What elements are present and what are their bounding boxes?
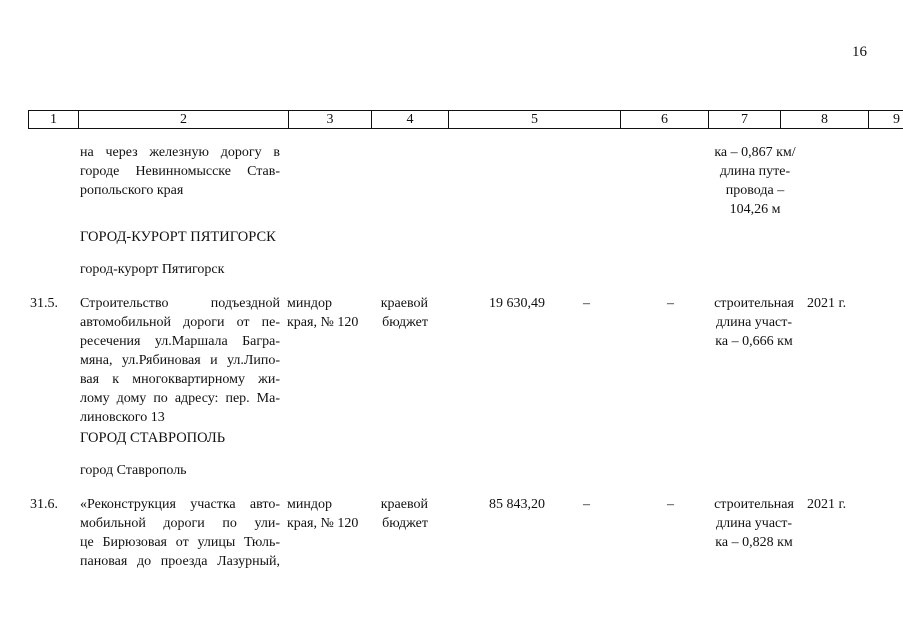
col-header-7: 7	[709, 111, 781, 129]
row-customer-31-6: миндор края, № 120	[287, 497, 359, 531]
continued-length: ка – 0,867 км/ длина путе- провода – 104,26 м	[714, 145, 796, 217]
col-header-2: 2	[79, 111, 289, 129]
row-length-31-5: строительная длина участ- ка – 0,666 км	[714, 296, 794, 349]
row-description-31-6: «Реконструкция участка авто- мобильной дороги по ули- це Бирюзовая от улицы Тюль- пановая до проезда Лазурный,	[80, 497, 280, 569]
col-header-4: 4	[372, 111, 449, 129]
page-number: 16	[852, 44, 867, 60]
col-header-9: 9	[869, 111, 903, 129]
col-header-1: 1	[29, 111, 79, 129]
row-year-31-6: 2021 г.	[807, 497, 847, 512]
section-heading-stavropol: ГОРОД СТАВРОПОЛЬ	[80, 430, 226, 446]
section-sub-pyatigorsk: город-курорт Пятигорск	[80, 262, 225, 277]
row-number-31-5: 31.5.	[30, 296, 58, 311]
row-year-31-5: 2021 г.	[807, 296, 847, 311]
col-header-8: 8	[781, 111, 869, 129]
row-col6-31-5: –	[583, 296, 590, 311]
continued-description: на через железную дорогу в городе Невинномысске Став- ропольского края	[80, 145, 280, 198]
section-heading-pyatigorsk: ГОРОД-КУРОРТ ПЯТИГОРСК	[80, 229, 276, 245]
col-header-6: 6	[621, 111, 709, 129]
row-source-31-5: краевой бюджет	[380, 296, 428, 330]
row-amount-31-5: 19 630,49	[489, 296, 545, 311]
row-customer-31-5: миндор края, № 120	[287, 296, 359, 330]
row-source-31-6: краевой бюджет	[380, 497, 428, 531]
row-col7-31-6: –	[667, 497, 674, 512]
col-header-5: 5	[449, 111, 621, 129]
row-number-31-6: 31.6.	[30, 497, 58, 512]
row-description-31-5: Строительство подъездной автомобильной дороги от пе- ресечения ул.Маршала Багра- мяна, ул.Рябиновая и ул.Липо- вая к многоквартирному жи- лому дому по адресу: пер. Ма- линовского 13	[80, 296, 280, 425]
row-length-31-6: строительная длина участ- ка – 0,828 км	[714, 497, 794, 550]
section-sub-stavropol: город Ставрополь	[80, 463, 187, 478]
row-col7-31-5: –	[667, 296, 674, 311]
row-col6-31-6: –	[583, 497, 590, 512]
table-header-row	[28, 110, 903, 129]
row-amount-31-6: 85 843,20	[489, 497, 545, 512]
col-header-3: 3	[289, 111, 372, 129]
